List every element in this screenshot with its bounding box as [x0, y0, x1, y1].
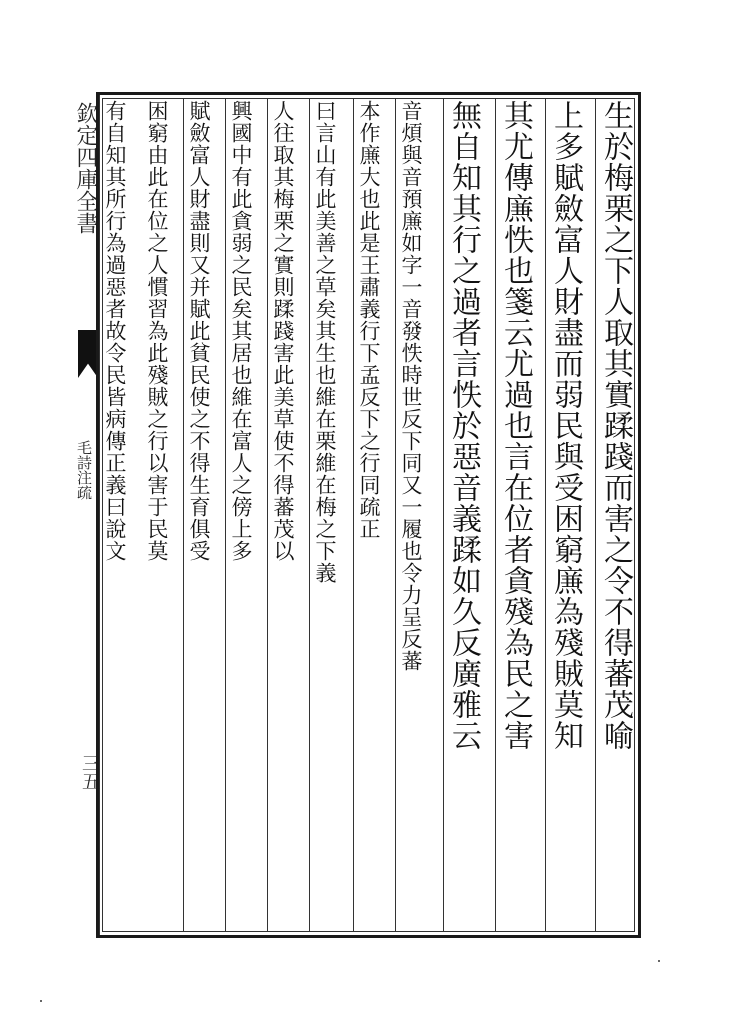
column-rule	[443, 98, 444, 932]
page-number: 三五	[79, 754, 100, 790]
text-column: 興國中有此貪弱之民矣其居也維在富人之傍上多	[229, 100, 253, 562]
column-rule	[595, 98, 596, 932]
text-column: 生於梅栗之下人取其實蹂踐而害之令不得蕃茂喻	[598, 100, 633, 751]
text-column: 音煩與音預㢘如字一音發怢時世反下同又一履也令力呈反蕃	[399, 100, 423, 672]
column-rule	[545, 98, 546, 932]
column-rule	[353, 98, 354, 932]
text-column: 人往取其梅栗之實則蹂踐害此美草使不得蕃茂以	[271, 100, 295, 562]
scan-speck	[40, 1000, 42, 1002]
text-column: 其尤傳㢘怢也箋云尤過也言在位者貪殘為民之害	[498, 100, 533, 751]
text-column: 有自知其所行為過惡者故令民皆病傳正義曰說文	[103, 100, 127, 562]
column-rule	[395, 98, 396, 932]
text-column: 無自知其行之過者言怢於惡音義蹂如久反廣雅云	[446, 100, 481, 751]
text-column: 上多賦斂富人財盡而弱民與受困窮㢘為殘賊莫知	[548, 100, 583, 751]
column-rule	[495, 98, 496, 932]
column-rule	[225, 98, 226, 932]
book-title: 毛詩注疏	[75, 440, 93, 500]
text-column: 本作㢘大也此是王肅義行下孟反下之行同疏正	[357, 100, 381, 540]
text-column: 曰言山有此美善之草矣其生也維在栗維在梅之下義	[313, 100, 337, 584]
text-column: 困窮由此在位之人慣習為此殘賊之行以害于民莫	[145, 100, 169, 562]
text-column: 賦斂富人財盡則又并賦此貧民使之不得生育俱受	[187, 100, 211, 562]
scan-speck	[658, 960, 660, 962]
column-rule	[267, 98, 268, 932]
column-rule	[183, 98, 184, 932]
column-rule	[309, 98, 310, 932]
book-series-title: 欽定四庫全書	[73, 102, 98, 234]
